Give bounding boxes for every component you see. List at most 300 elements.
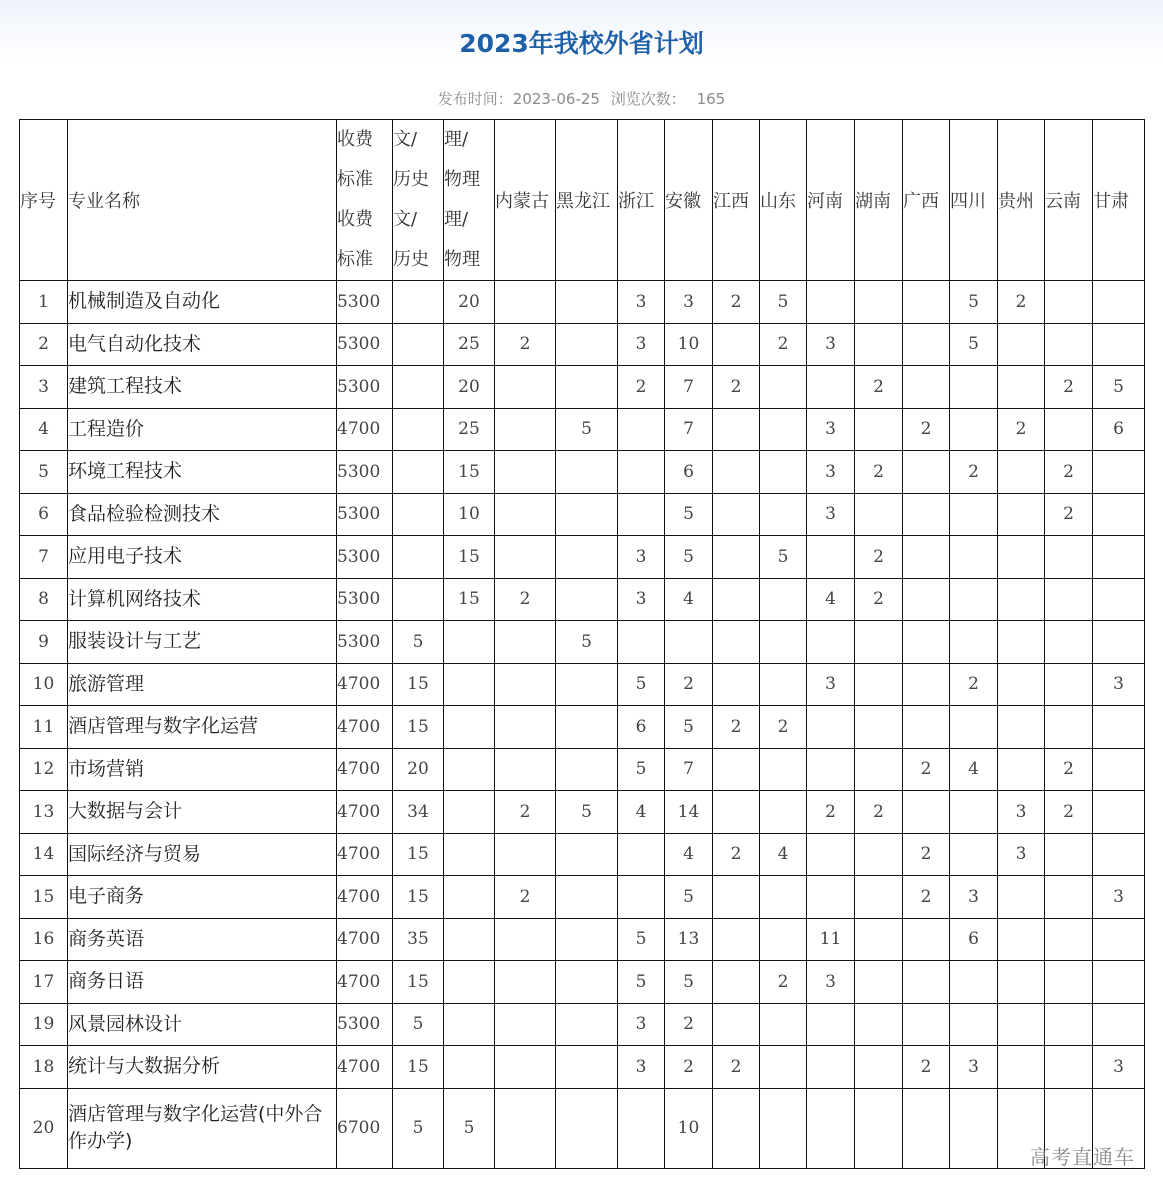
- cell-seq: 2: [20, 323, 68, 366]
- cell-province-quota: [713, 1088, 760, 1168]
- table-row: [20, 281, 1145, 324]
- cell-fee: 4700: [337, 408, 393, 451]
- table-row: [20, 961, 1145, 1004]
- cell-seq: 5: [20, 451, 68, 494]
- header-province: 贵州: [998, 120, 1045, 281]
- cell-province-quota: 2: [713, 833, 760, 876]
- cell-province-quota: [713, 408, 760, 451]
- cell-province-quota: 2: [713, 281, 760, 324]
- cell-wen: [393, 578, 444, 621]
- cell-wen: 15: [393, 961, 444, 1004]
- cell-province-quota: [618, 493, 665, 536]
- cell-province-quota: 3: [1093, 1046, 1145, 1089]
- cell-province-quota: [713, 493, 760, 536]
- cell-li: [444, 876, 495, 919]
- cell-wen: [393, 281, 444, 324]
- cell-province-quota: [495, 961, 556, 1004]
- cell-province-quota: [495, 833, 556, 876]
- cell-province-quota: [1045, 918, 1093, 961]
- cell-province-quota: 3: [807, 663, 855, 706]
- header-fee-line: 收费: [337, 129, 373, 150]
- cell-fee: 6700: [337, 1088, 393, 1168]
- cell-province-quota: 2: [495, 791, 556, 834]
- cell-seq: 11: [20, 706, 68, 749]
- cell-province-quota: 5: [665, 961, 713, 1004]
- cell-li: [444, 663, 495, 706]
- cell-seq: 6: [20, 493, 68, 536]
- cell-fee: 4700: [337, 833, 393, 876]
- page-title: 2023年我校外省计划: [459, 29, 704, 58]
- cell-province-quota: [998, 1003, 1045, 1046]
- cell-province-quota: [760, 493, 807, 536]
- cell-seq: 1: [20, 281, 68, 324]
- cell-wen: 5: [393, 621, 444, 664]
- cell-province-quota: 2: [903, 833, 950, 876]
- cell-major-name: 应用电子技术: [68, 536, 337, 579]
- table-row: [20, 323, 1145, 366]
- cell-province-quota: 3: [807, 493, 855, 536]
- cell-province-quota: [998, 706, 1045, 749]
- cell-province-quota: [903, 323, 950, 366]
- cell-seq: 19: [20, 1003, 68, 1046]
- cell-province-quota: [903, 791, 950, 834]
- cell-province-quota: [618, 451, 665, 494]
- cell-seq: 7: [20, 536, 68, 579]
- cell-province-quota: 5: [618, 663, 665, 706]
- header-fee-line: 收费: [337, 209, 373, 230]
- cell-province-quota: [1045, 663, 1093, 706]
- cell-province-quota: [1093, 536, 1145, 579]
- cell-major-name: 旅游管理: [68, 663, 337, 706]
- cell-province-quota: [903, 493, 950, 536]
- cell-province-quota: 2: [1045, 748, 1093, 791]
- cell-seq: 14: [20, 833, 68, 876]
- cell-li: 15: [444, 451, 495, 494]
- cell-province-quota: 3: [618, 536, 665, 579]
- cell-province-quota: 2: [713, 1046, 760, 1089]
- cell-li: [444, 748, 495, 791]
- cell-province-quota: [760, 663, 807, 706]
- views-label: 浏览次数：: [610, 90, 686, 108]
- cell-major-name: 酒店管理与数字化运营: [68, 706, 337, 749]
- cell-province-quota: [618, 833, 665, 876]
- cell-seq: 8: [20, 578, 68, 621]
- cell-wen: [393, 408, 444, 451]
- cell-wen: 20: [393, 748, 444, 791]
- cell-province-quota: 6: [1093, 408, 1145, 451]
- cell-seq: 9: [20, 621, 68, 664]
- cell-province-quota: [807, 833, 855, 876]
- cell-province-quota: 3: [1093, 663, 1145, 706]
- cell-province-quota: [903, 663, 950, 706]
- cell-province-quota: 5: [556, 791, 618, 834]
- cell-province-quota: [855, 748, 903, 791]
- cell-province-quota: 2: [495, 578, 556, 621]
- cell-province-quota: 4: [807, 578, 855, 621]
- cell-province-quota: [1093, 323, 1145, 366]
- watermark-text: 高考直通车: [1030, 1145, 1135, 1169]
- cell-province-quota: 3: [998, 833, 1045, 876]
- cell-province-quota: [998, 493, 1045, 536]
- cell-province-quota: 2: [855, 536, 903, 579]
- cell-province-quota: [807, 1046, 855, 1089]
- cell-province-quota: [950, 961, 998, 1004]
- cell-province-quota: [556, 1003, 618, 1046]
- cell-province-quota: [998, 366, 1045, 409]
- cell-province-quota: 5: [1093, 366, 1145, 409]
- cell-province-quota: [495, 663, 556, 706]
- cell-province-quota: 2: [950, 451, 998, 494]
- cell-province-quota: [1045, 876, 1093, 919]
- cell-wen: [393, 323, 444, 366]
- cell-province-quota: [760, 1046, 807, 1089]
- cell-province-quota: [807, 1003, 855, 1046]
- cell-wen: 15: [393, 706, 444, 749]
- table-row: [20, 918, 1145, 961]
- cell-province-quota: 3: [618, 578, 665, 621]
- cell-province-quota: [1093, 451, 1145, 494]
- cell-fee: 5300: [337, 493, 393, 536]
- cell-province-quota: [1045, 1046, 1093, 1089]
- cell-province-quota: 5: [665, 536, 713, 579]
- cell-province-quota: 2: [855, 451, 903, 494]
- header-name: 专业名称: [68, 120, 337, 281]
- table-row: [20, 408, 1145, 451]
- cell-province-quota: [1093, 578, 1145, 621]
- header-province: 云南: [1045, 120, 1093, 281]
- cell-province-quota: [903, 1088, 950, 1168]
- header-province: 河南: [807, 120, 855, 281]
- cell-province-quota: [760, 366, 807, 409]
- cell-province-quota: [760, 748, 807, 791]
- cell-fee: 5300: [337, 1003, 393, 1046]
- cell-province-quota: [760, 876, 807, 919]
- cell-province-quota: 13: [665, 918, 713, 961]
- cell-province-quota: 5: [618, 748, 665, 791]
- cell-province-quota: [556, 663, 618, 706]
- cell-province-quota: 5: [760, 281, 807, 324]
- cell-province-quota: [855, 621, 903, 664]
- cell-province-quota: 4: [950, 748, 998, 791]
- cell-province-quota: 2: [760, 706, 807, 749]
- cell-li: 25: [444, 323, 495, 366]
- cell-province-quota: [903, 961, 950, 1004]
- cell-province-quota: [998, 1046, 1045, 1089]
- cell-province-quota: [760, 578, 807, 621]
- cell-province-quota: [760, 451, 807, 494]
- cell-province-quota: [950, 493, 998, 536]
- cell-province-quota: [556, 578, 618, 621]
- cell-province-quota: 2: [998, 408, 1045, 451]
- cell-province-quota: [903, 536, 950, 579]
- cell-province-quota: 3: [1093, 876, 1145, 919]
- cell-province-quota: 3: [618, 1046, 665, 1089]
- cell-province-quota: [1093, 961, 1145, 1004]
- cell-province-quota: 2: [807, 791, 855, 834]
- cell-major-name: 市场营销: [68, 748, 337, 791]
- cell-seq: 18: [20, 1046, 68, 1089]
- cell-province-quota: [760, 621, 807, 664]
- cell-province-quota: 10: [665, 323, 713, 366]
- cell-wen: [393, 493, 444, 536]
- cell-province-quota: 3: [618, 323, 665, 366]
- cell-province-quota: 5: [950, 281, 998, 324]
- cell-seq: 13: [20, 791, 68, 834]
- cell-province-quota: [1045, 1003, 1093, 1046]
- cell-province-quota: [713, 876, 760, 919]
- cell-province-quota: [998, 451, 1045, 494]
- cell-province-quota: [760, 408, 807, 451]
- table-row: [20, 833, 1145, 876]
- table-row: [20, 663, 1145, 706]
- cell-province-quota: 2: [760, 323, 807, 366]
- header-province: 安徽: [665, 120, 713, 281]
- cell-province-quota: [950, 578, 998, 621]
- header-li-line: 物理: [444, 169, 480, 190]
- cell-li: 20: [444, 281, 495, 324]
- cell-wen: 15: [393, 833, 444, 876]
- cell-province-quota: 11: [807, 918, 855, 961]
- table-row: [20, 706, 1145, 749]
- cell-province-quota: [495, 451, 556, 494]
- cell-province-quota: [1093, 1003, 1145, 1046]
- cell-province-quota: 3: [950, 876, 998, 919]
- cell-province-quota: 10: [665, 1088, 713, 1168]
- table-row: [20, 748, 1145, 791]
- cell-province-quota: [556, 961, 618, 1004]
- cell-province-quota: [998, 621, 1045, 664]
- cell-li: [444, 621, 495, 664]
- cell-province-quota: [807, 366, 855, 409]
- cell-province-quota: [998, 578, 1045, 621]
- cell-province-quota: 4: [760, 833, 807, 876]
- cell-province-quota: [903, 366, 950, 409]
- cell-province-quota: [713, 748, 760, 791]
- cell-province-quota: [1045, 706, 1093, 749]
- cell-province-quota: [1093, 833, 1145, 876]
- cell-province-quota: [1093, 281, 1145, 324]
- cell-province-quota: [495, 621, 556, 664]
- cell-province-quota: [807, 876, 855, 919]
- table-row: [20, 876, 1145, 919]
- cell-province-quota: [495, 493, 556, 536]
- cell-province-quota: 2: [713, 366, 760, 409]
- table-row: [20, 578, 1145, 621]
- cell-li: 15: [444, 578, 495, 621]
- cell-province-quota: 5: [665, 876, 713, 919]
- cell-province-quota: [556, 1046, 618, 1089]
- cell-wen: 15: [393, 1046, 444, 1089]
- cell-major-name: 食品检验检测技术: [68, 493, 337, 536]
- cell-province-quota: [556, 833, 618, 876]
- cell-province-quota: 2: [903, 876, 950, 919]
- header-fee-line: 标准: [337, 249, 373, 270]
- cell-fee: 5300: [337, 281, 393, 324]
- cell-province-quota: [855, 1046, 903, 1089]
- cell-province-quota: [950, 366, 998, 409]
- cell-province-quota: [556, 451, 618, 494]
- cell-province-quota: [855, 1088, 903, 1168]
- publish-meta: [0, 88, 1163, 109]
- cell-province-quota: 2: [1045, 451, 1093, 494]
- cell-province-quota: [1045, 833, 1093, 876]
- cell-province-quota: [903, 1003, 950, 1046]
- cell-wen: [393, 451, 444, 494]
- cell-province-quota: 2: [903, 1046, 950, 1089]
- cell-province-quota: [556, 366, 618, 409]
- cell-wen: 15: [393, 663, 444, 706]
- cell-province-quota: [713, 323, 760, 366]
- cell-major-name: 商务英语: [68, 918, 337, 961]
- cell-province-quota: 3: [807, 323, 855, 366]
- header-province: 浙江: [618, 120, 665, 281]
- cell-province-quota: [1045, 323, 1093, 366]
- cell-wen: 35: [393, 918, 444, 961]
- header-wen-line: 历史: [393, 169, 429, 190]
- cell-province-quota: [855, 663, 903, 706]
- cell-province-quota: 6: [618, 706, 665, 749]
- header-province: 广西: [903, 120, 950, 281]
- cell-li: 5: [444, 1088, 495, 1168]
- cell-province-quota: [1093, 918, 1145, 961]
- cell-wen: 5: [393, 1088, 444, 1168]
- cell-province-quota: [760, 1088, 807, 1168]
- cell-fee: 4700: [337, 663, 393, 706]
- cell-province-quota: 3: [665, 281, 713, 324]
- table-row: [20, 536, 1145, 579]
- cell-province-quota: [495, 1088, 556, 1168]
- cell-li: 25: [444, 408, 495, 451]
- cell-province-quota: [903, 281, 950, 324]
- cell-fee: 4700: [337, 961, 393, 1004]
- header-province: 山东: [760, 120, 807, 281]
- cell-seq: 3: [20, 366, 68, 409]
- cell-province-quota: [556, 706, 618, 749]
- cell-major-name: 机械制造及自动化: [68, 281, 337, 324]
- cell-province-quota: [713, 536, 760, 579]
- table-row: [20, 493, 1145, 536]
- cell-province-quota: [760, 918, 807, 961]
- cell-province-quota: [950, 833, 998, 876]
- cell-province-quota: 7: [665, 366, 713, 409]
- cell-li: [444, 1003, 495, 1046]
- cell-province-quota: [855, 408, 903, 451]
- cell-province-quota: [950, 791, 998, 834]
- cell-province-quota: [903, 578, 950, 621]
- cell-province-quota: 5: [950, 323, 998, 366]
- cell-li: [444, 833, 495, 876]
- cell-province-quota: [855, 833, 903, 876]
- cell-province-quota: 5: [665, 493, 713, 536]
- cell-province-quota: [855, 876, 903, 919]
- header-wen-line: 文/: [393, 209, 418, 230]
- cell-major-name: 建筑工程技术: [68, 366, 337, 409]
- cell-li: 15: [444, 536, 495, 579]
- cell-province-quota: 4: [665, 578, 713, 621]
- cell-province-quota: [556, 918, 618, 961]
- cell-province-quota: [950, 408, 998, 451]
- cell-province-quota: 5: [618, 918, 665, 961]
- cell-province-quota: 3: [807, 408, 855, 451]
- cell-province-quota: [998, 961, 1045, 1004]
- cell-province-quota: [618, 408, 665, 451]
- cell-province-quota: 3: [618, 1003, 665, 1046]
- table-row: [20, 366, 1145, 409]
- cell-province-quota: [495, 536, 556, 579]
- cell-fee: 5300: [337, 578, 393, 621]
- header-li: [444, 120, 495, 281]
- cell-fee: 5300: [337, 323, 393, 366]
- cell-li: [444, 706, 495, 749]
- table-row: [20, 1088, 1145, 1168]
- cell-province-quota: [556, 536, 618, 579]
- cell-province-quota: 4: [618, 791, 665, 834]
- cell-province-quota: [998, 323, 1045, 366]
- header-seq: 序号: [20, 120, 68, 281]
- cell-major-name: 国际经济与贸易: [68, 833, 337, 876]
- cell-province-quota: [556, 1088, 618, 1168]
- views-count: 165: [696, 90, 726, 108]
- cell-province-quota: [556, 876, 618, 919]
- cell-province-quota: 5: [556, 621, 618, 664]
- cell-province-quota: 2: [903, 748, 950, 791]
- cell-province-quota: [807, 748, 855, 791]
- cell-wen: [393, 536, 444, 579]
- cell-province-quota: 3: [807, 961, 855, 1004]
- cell-fee: 4700: [337, 791, 393, 834]
- cell-province-quota: [950, 1003, 998, 1046]
- cell-province-quota: 6: [665, 451, 713, 494]
- header-province: 四川: [950, 120, 998, 281]
- cell-province-quota: 2: [495, 876, 556, 919]
- cell-province-quota: [855, 323, 903, 366]
- cell-seq: 10: [20, 663, 68, 706]
- table-row: [20, 621, 1145, 664]
- cell-province-quota: 2: [713, 706, 760, 749]
- cell-province-quota: [713, 578, 760, 621]
- cell-province-quota: [1045, 281, 1093, 324]
- cell-seq: 17: [20, 961, 68, 1004]
- header-wen-line: 历史: [393, 249, 429, 270]
- enrollment-plan-table: [19, 119, 1145, 1169]
- cell-province-quota: [495, 281, 556, 324]
- cell-province-quota: 2: [665, 1003, 713, 1046]
- cell-fee: 4700: [337, 876, 393, 919]
- cell-province-quota: [807, 1088, 855, 1168]
- cell-province-quota: [713, 663, 760, 706]
- header-fee: [337, 120, 393, 281]
- header-province: 内蒙古: [495, 120, 556, 281]
- cell-province-quota: [1093, 493, 1145, 536]
- cell-major-name: 商务日语: [68, 961, 337, 1004]
- cell-province-quota: [618, 1088, 665, 1168]
- cell-province-quota: [665, 621, 713, 664]
- cell-province-quota: 3: [618, 281, 665, 324]
- cell-fee: 5300: [337, 366, 393, 409]
- cell-li: 20: [444, 366, 495, 409]
- cell-province-quota: 6: [950, 918, 998, 961]
- cell-province-quota: [903, 706, 950, 749]
- cell-province-quota: [950, 621, 998, 664]
- cell-province-quota: [760, 791, 807, 834]
- header-wen-line: 文/: [393, 129, 418, 150]
- cell-province-quota: [495, 706, 556, 749]
- cell-province-quota: [556, 323, 618, 366]
- cell-li: 10: [444, 493, 495, 536]
- cell-province-quota: [1045, 536, 1093, 579]
- header-province: 甘肃: [1093, 120, 1145, 281]
- table-row: [20, 791, 1145, 834]
